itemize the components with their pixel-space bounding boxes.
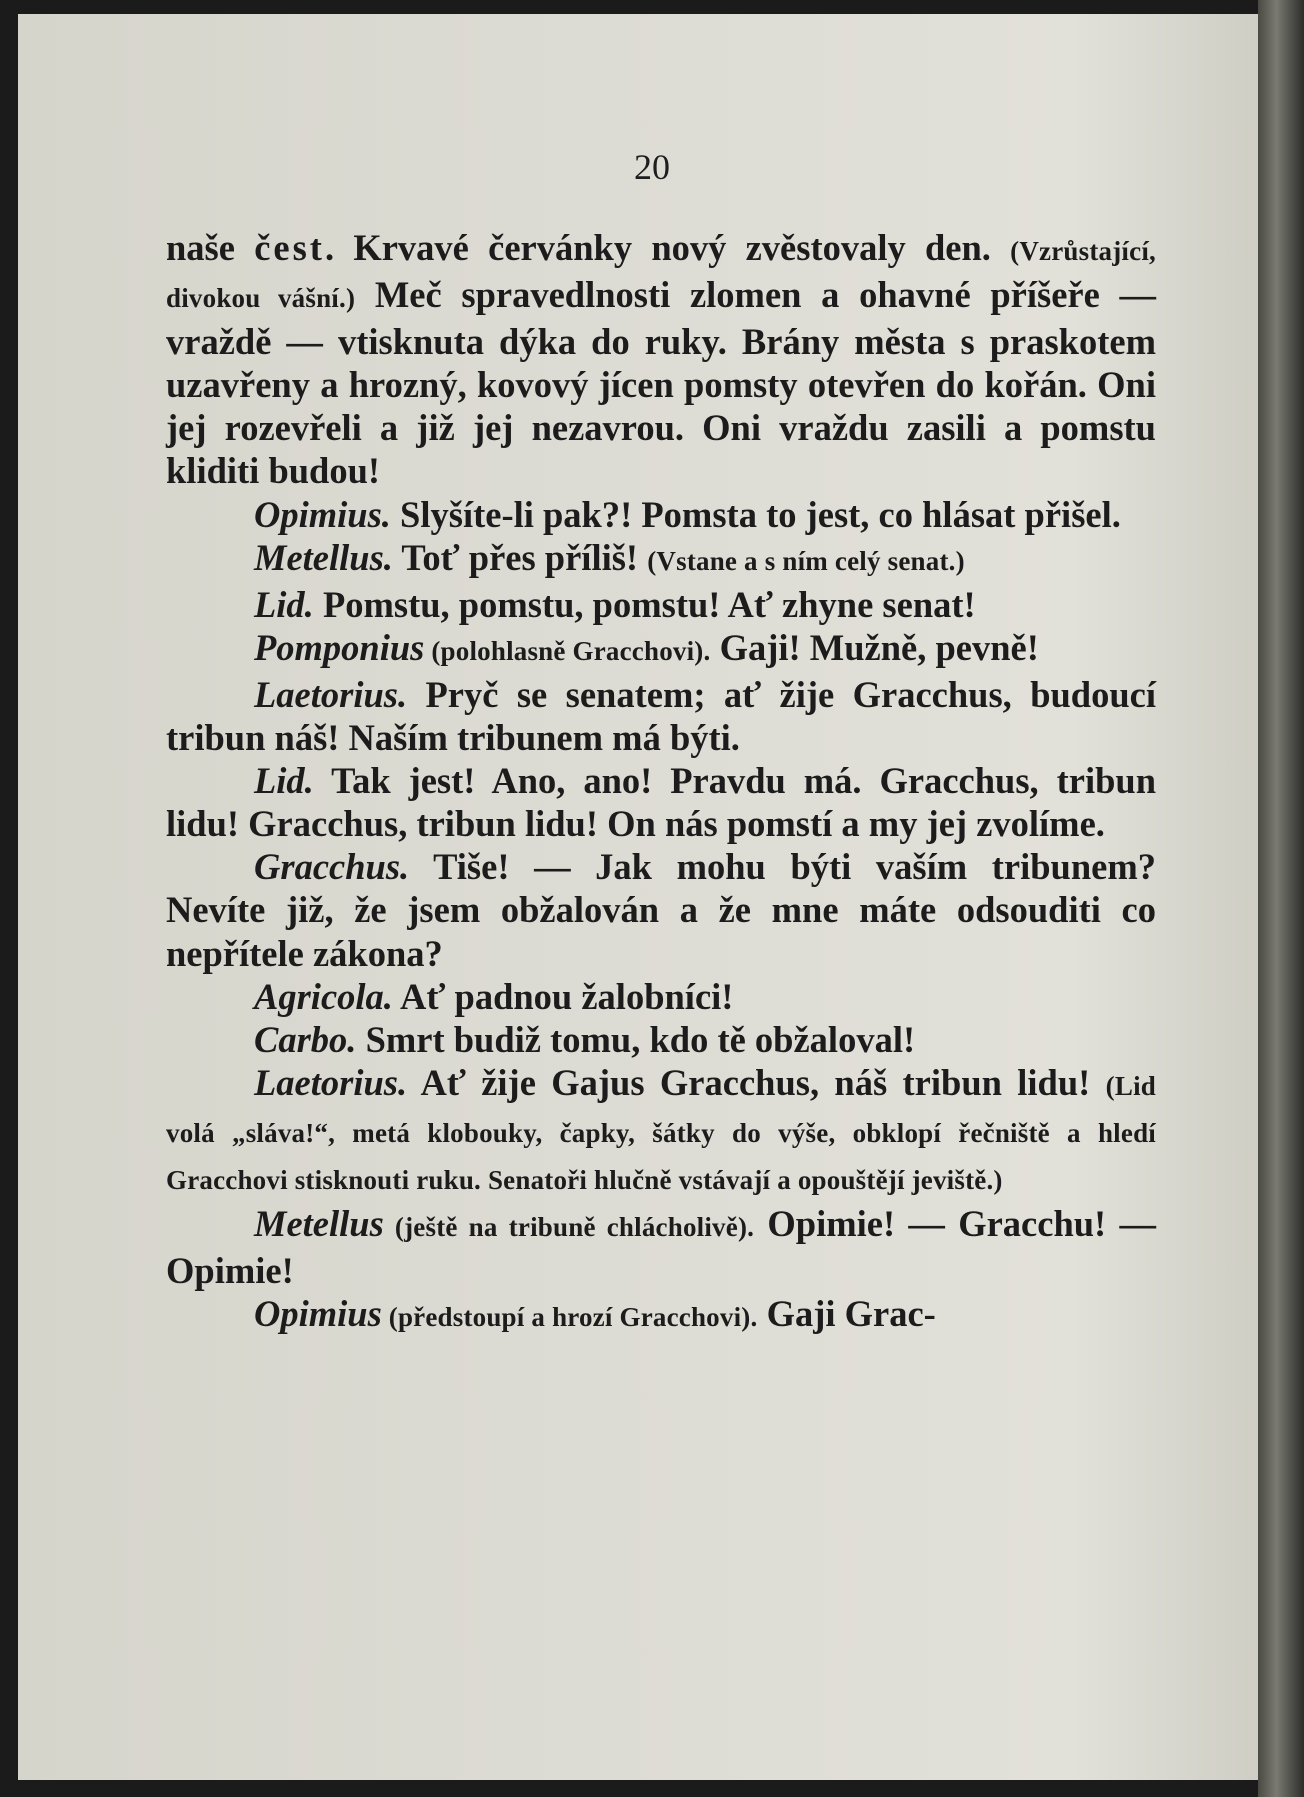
speaker-name: Pomponius [254, 626, 425, 668]
speaker-name: Carbo. [254, 1018, 357, 1060]
paragraph-text: Gaji! Mužně, pevně! [710, 626, 1039, 668]
stage-direction: (Lid volá „sláva!“, metá klobouky, čapky, šátky do výše, obklopí řečniště a hledí Gracchovi stisknouti ruku. Senatoři hlučně vstávají a opouštějí jeviště.) [166, 1070, 1156, 1195]
speaker-name: Metellus. [254, 536, 393, 578]
paragraph-text: Slyšíte-li pak?! Pomsta to jest, co hlásat přišel. [390, 493, 1121, 535]
speaker-name: Laetorius. [254, 1061, 408, 1103]
paragraph [166, 759, 1156, 845]
paragraph-text: Ať padnou žalobníci! [392, 975, 734, 1017]
page-number: 20 [634, 147, 670, 187]
speaker-name: Gracchus. [254, 846, 410, 888]
paragraph [166, 975, 1156, 1018]
paragraph-text: naše [166, 227, 255, 268]
paragraph-text: Smrt budiž tomu, kdo tě obžaloval! [356, 1018, 916, 1060]
speaker-name: Laetorius. [254, 673, 408, 715]
speaker-name: Agricola. [254, 975, 393, 1017]
paragraph-text: Pomstu, pomstu, pomstu! Ať zhyne senat! [313, 583, 976, 625]
paragraph [166, 673, 1156, 759]
stage-direction: (polohlasně Gracchovi). [424, 635, 711, 666]
paragraph-text: Toť přes příliš! [392, 536, 648, 578]
paragraph-text: Opimie! — Gracchu! — Opimie! [166, 1203, 1157, 1292]
speaker-name: Opimius [254, 1293, 382, 1335]
speaker-name: Lid. [254, 583, 314, 625]
stage-direction: (Vstane a s ním celý senat.) [647, 545, 965, 576]
paragraph [166, 1292, 1156, 1339]
stage-direction: (ještě na tribuně chlácholivě). [383, 1212, 755, 1243]
page-text [166, 226, 1156, 1339]
paragraph-text: Gaji Grac- [757, 1293, 936, 1335]
paragraph-text: Pryč se senatem; ať žije Gracchus, budoucí tribun náš! Naším tribunem má býti. [166, 673, 1156, 759]
stage-direction: (Vzrůstající, divokou vášní.) [166, 236, 1156, 314]
paragraph-text: Tiše! — Jak mohu býti vaším tribunem? Nevíte již, že jsem obžalován a že mne máte odsouditi co nepřítele zákona? [166, 846, 1156, 974]
paragraph [166, 1018, 1156, 1061]
paragraph [166, 583, 1156, 626]
paragraph [166, 1202, 1156, 1292]
paragraph [166, 845, 1156, 974]
speaker-name: Metellus [254, 1203, 384, 1245]
paragraph [166, 536, 1156, 583]
paragraph-text: Meč spravedlnosti zlomen a ohavné příšeře — vraždě — vtisknuta dýka do ruky. Brány města s praskotem uzavřeny a hrozný, kovový jícen pomsty otevřen do kořán. Oni jej rozevřeli a již jej nezavrou. Oni vraždu zasili a pomstu kliditi budou! [166, 274, 1156, 492]
paragraph [166, 1061, 1156, 1202]
paragraph-text: Ať žije Gajus Gracchus, náš tribun lidu! [407, 1061, 1106, 1103]
paragraph-text: . Krvavé červánky nový zvěstovaly den. [324, 227, 1011, 268]
stage-direction: (předstoupí a hrozí Gracchovi). [381, 1302, 758, 1333]
book-edge [1258, 0, 1304, 1797]
paragraph [166, 493, 1156, 536]
paragraph-text: Tak jest! Ano, ano! Pravdu má. Gracchus, tribun lidu! Gracchus, tribun lidu! On nás pomstí a my jej zvolíme. [166, 760, 1156, 845]
paragraph [166, 226, 1156, 493]
paragraph [166, 626, 1156, 673]
speaker-name: Opimius. [254, 493, 391, 535]
emphasized-text: čest [254, 227, 325, 268]
speaker-name: Lid. [254, 760, 314, 802]
